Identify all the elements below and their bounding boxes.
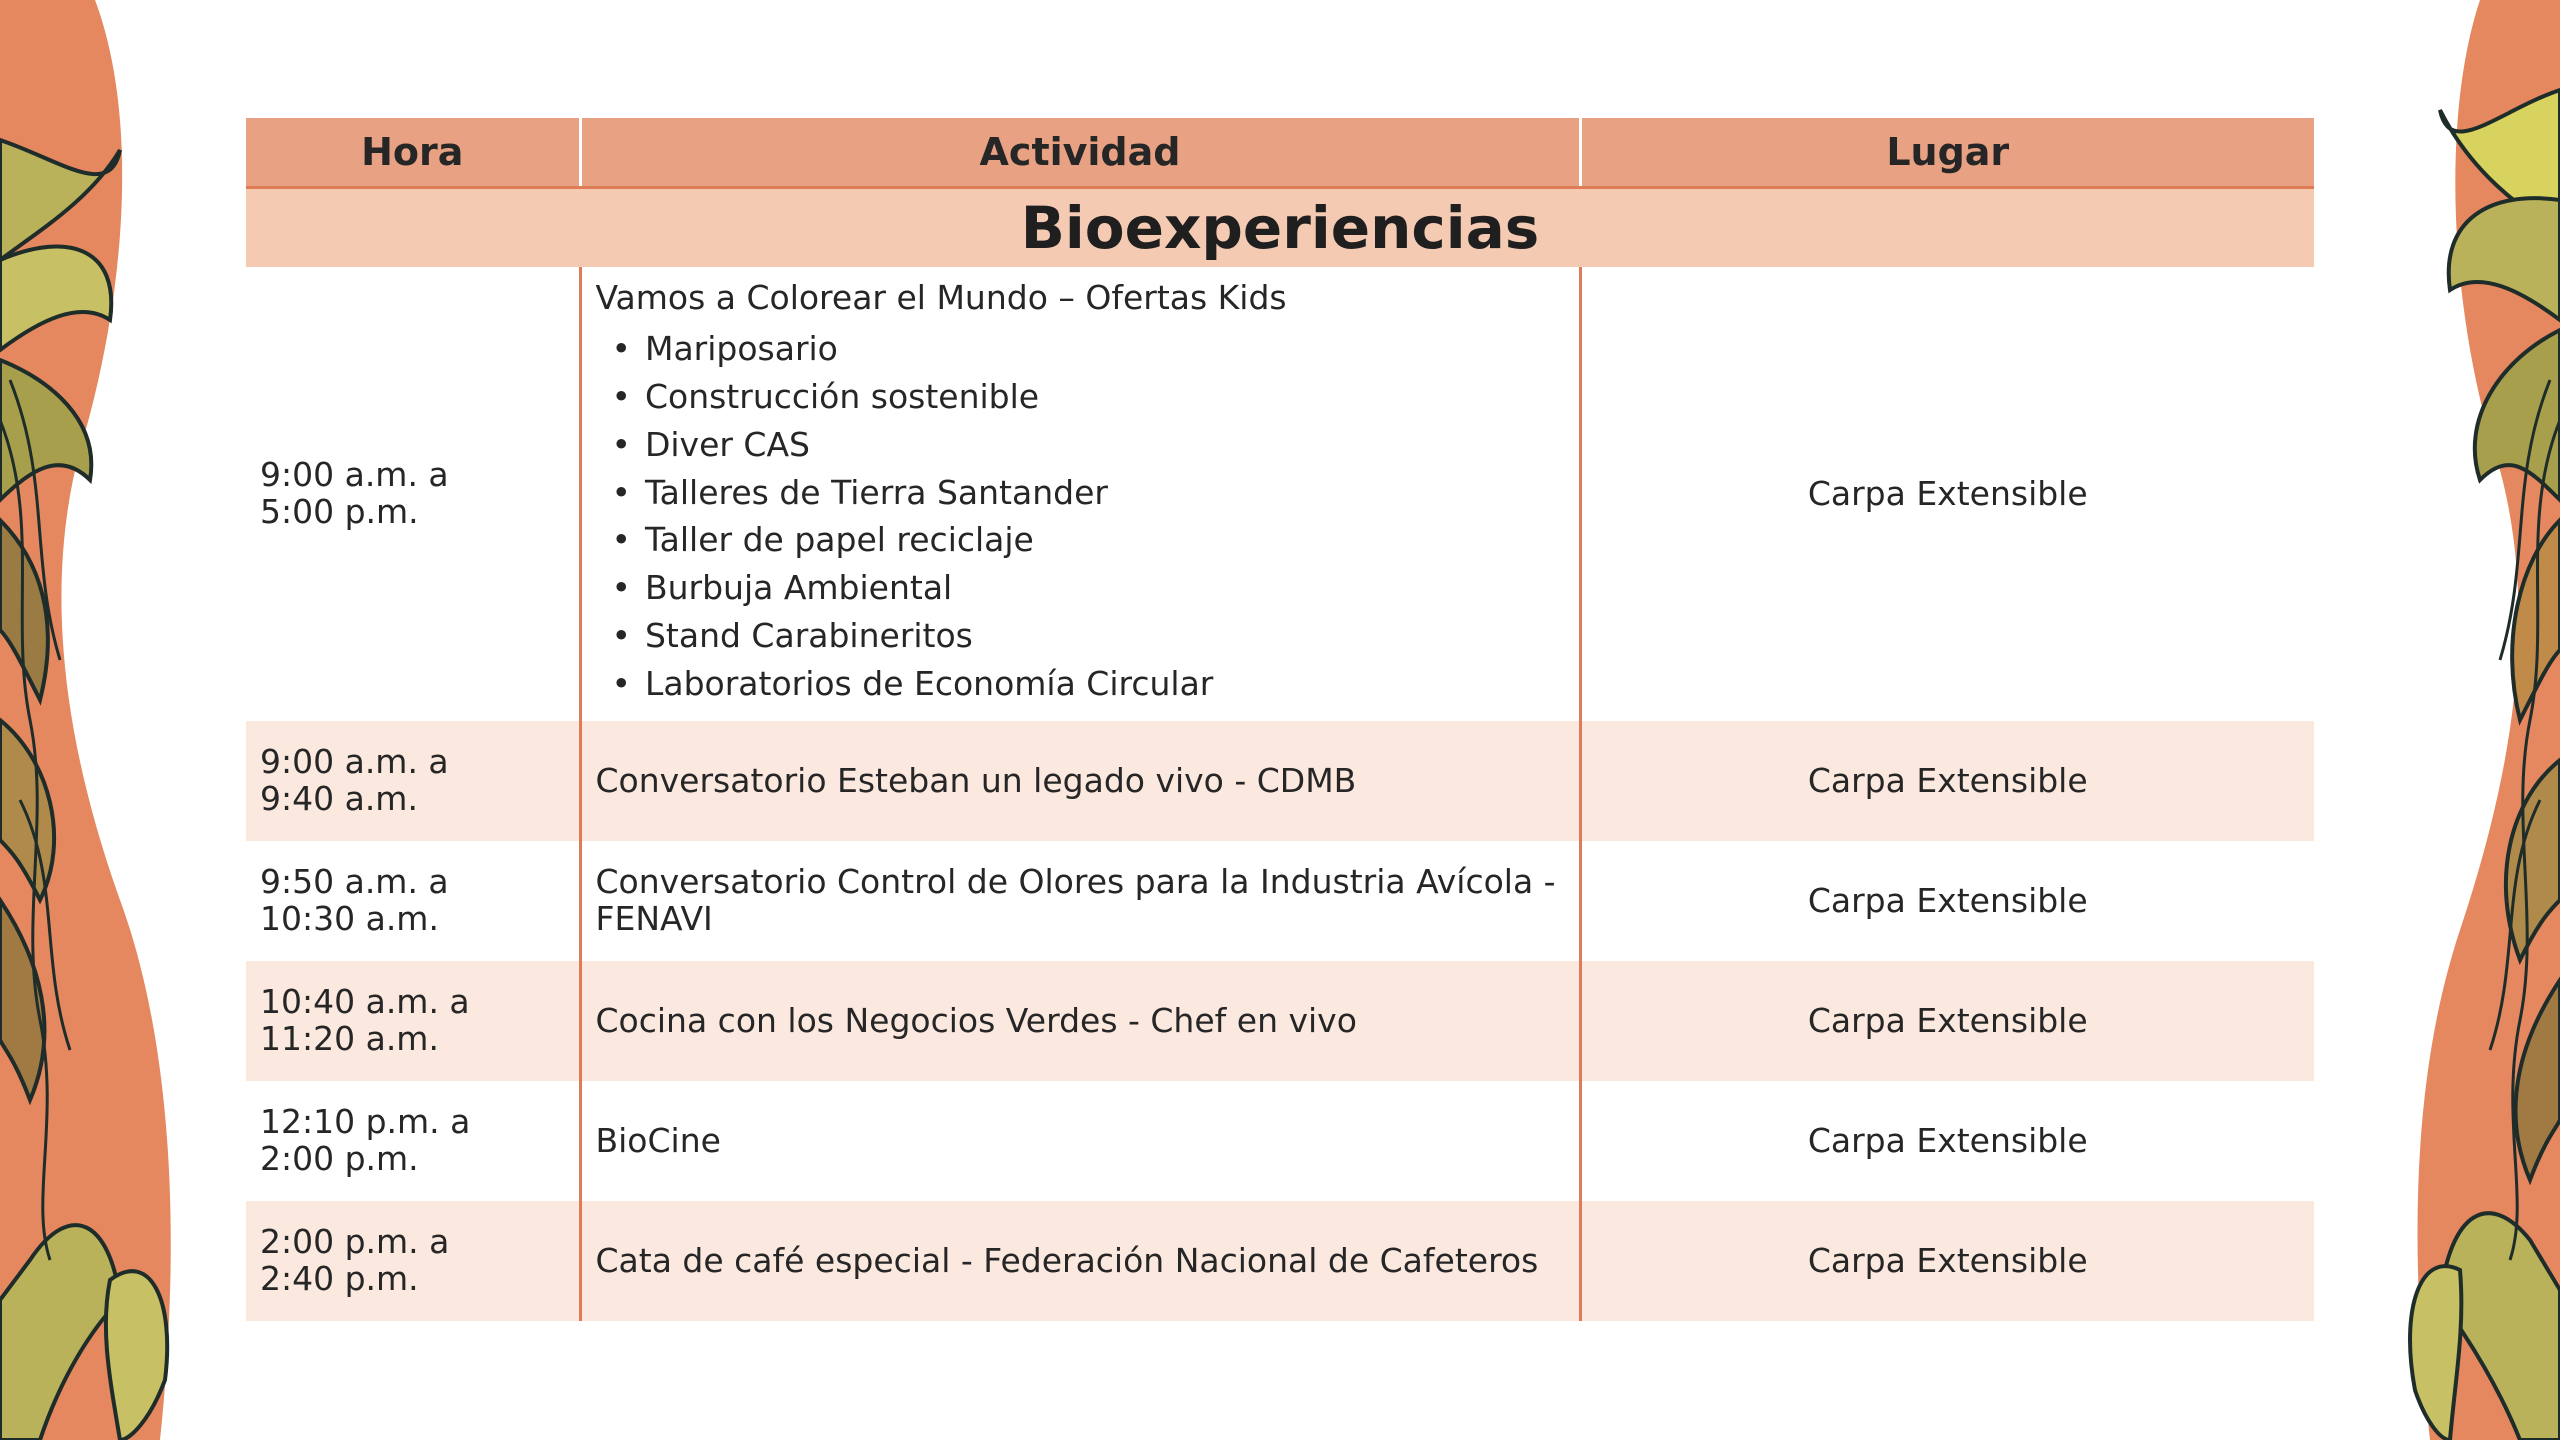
list-item: • Mariposario bbox=[612, 325, 1565, 373]
table-row bbox=[246, 841, 2314, 961]
table-row bbox=[246, 1081, 2314, 1201]
hora-cell bbox=[246, 721, 580, 841]
table-row bbox=[246, 267, 2314, 721]
hora-cell bbox=[246, 1081, 580, 1201]
actividad-cell: Conversatorio Control de Olores para la Industria Avícola - FENAVI bbox=[580, 841, 1580, 961]
table-row bbox=[246, 1201, 2314, 1321]
list-item: • Laboratorios de Economía Circular bbox=[612, 660, 1565, 708]
table-row bbox=[246, 961, 2314, 1081]
header-lugar: Lugar bbox=[1580, 118, 2314, 188]
hora-start: 2:00 p.m. a bbox=[260, 1222, 450, 1262]
hora-end: 9:40 a.m. bbox=[260, 779, 418, 818]
hora-end: 2:00 p.m. bbox=[260, 1139, 419, 1178]
activity-list bbox=[596, 325, 1565, 708]
hora-cell bbox=[246, 1201, 580, 1321]
lugar-cell: Carpa Extensible bbox=[1580, 1201, 2314, 1321]
header-hora: Hora bbox=[246, 118, 580, 188]
actividad-cell: Cocina con los Negocios Verdes - Chef en vivo bbox=[580, 961, 1580, 1081]
actividad-cell: Cata de café especial - Federación Nacional de Cafeteros bbox=[580, 1201, 1580, 1321]
section-row bbox=[246, 188, 2314, 268]
list-item: • Talleres de Tierra Santander bbox=[612, 469, 1565, 517]
hora-cell bbox=[246, 267, 580, 721]
actividad-cell: BioCine bbox=[580, 1081, 1580, 1201]
table-row bbox=[246, 721, 2314, 841]
actividad-cell: Conversatorio Esteban un legado vivo - CDMB bbox=[580, 721, 1580, 841]
left-botanical-decoration-icon bbox=[0, 0, 230, 1440]
lugar-cell: Carpa Extensible bbox=[1580, 961, 2314, 1081]
lugar-cell: Carpa Extensible bbox=[1580, 841, 2314, 961]
actividad-cell bbox=[580, 267, 1580, 721]
section-title: Bioexperiencias bbox=[246, 188, 2314, 268]
hora-start: 9:00 a.m. a bbox=[260, 742, 449, 782]
hora-cell bbox=[246, 961, 580, 1081]
list-item: • Stand Carabineritos bbox=[612, 612, 1565, 660]
hora-end: 10:30 a.m. bbox=[260, 899, 439, 938]
lugar-cell: Carpa Extensible bbox=[1580, 721, 2314, 841]
header-actividad: Actividad bbox=[580, 118, 1580, 188]
hora-end: 11:20 a.m. bbox=[260, 1019, 439, 1058]
hora-start: 9:50 a.m. a bbox=[260, 862, 449, 902]
list-item: • Burbuja Ambiental bbox=[612, 564, 1565, 612]
lugar-cell: Carpa Extensible bbox=[1580, 1081, 2314, 1201]
hora-end: 2:40 p.m. bbox=[260, 1259, 419, 1298]
lugar-cell: Carpa Extensible bbox=[1580, 267, 2314, 721]
agenda-table bbox=[246, 118, 2314, 1321]
list-item: • Taller de papel reciclaje bbox=[612, 516, 1565, 564]
hora-cell bbox=[246, 841, 580, 961]
hora-start: 12:10 p.m. a bbox=[260, 1102, 471, 1142]
hora-start: 10:40 a.m. a bbox=[260, 982, 470, 1022]
table-header-row bbox=[246, 118, 2314, 188]
list-item: • Construcción sostenible bbox=[612, 373, 1565, 421]
hora-start: 9:00 a.m. a bbox=[260, 455, 449, 495]
right-botanical-decoration-icon bbox=[2330, 0, 2560, 1440]
actividad-title: Vamos a Colorear el Mundo – Ofertas Kids bbox=[595, 278, 1287, 318]
hora-end: 5:00 p.m. bbox=[260, 492, 419, 531]
list-item: • Diver CAS bbox=[612, 421, 1565, 469]
